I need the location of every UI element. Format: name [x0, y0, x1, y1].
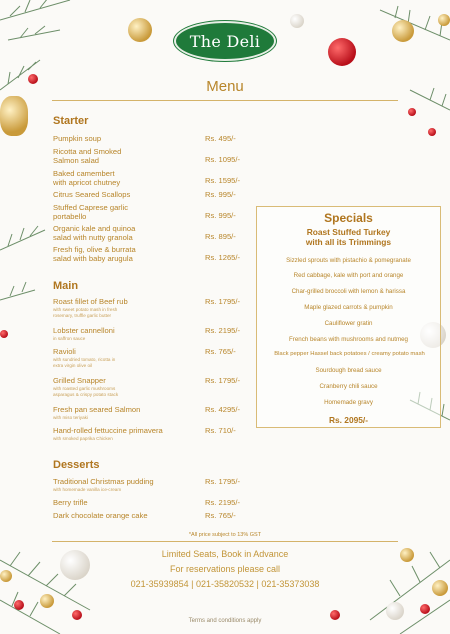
item-name: Baked camembert with apricot chutney	[53, 169, 121, 187]
item-price: Rs. 995/-	[205, 211, 236, 220]
item-name: Lobster cannelloni	[53, 326, 115, 335]
item-name: Berry trifle	[53, 498, 88, 507]
item-name: Citrus Seared Scallops	[53, 190, 131, 199]
section-title-main: Main	[53, 280, 79, 292]
logo-text: The Deli	[189, 31, 261, 51]
item-name: Fresh pan seared Salmon	[53, 405, 141, 414]
item-price: Rs. 1795/-	[205, 477, 241, 486]
specials-price: Rs. 2095/-	[328, 415, 369, 425]
gold-ornament	[438, 14, 450, 26]
item-description: with sundried tomato, ricotta in extra virgin olive oil	[53, 357, 116, 368]
item-price: Rs. 895/-	[205, 232, 236, 241]
gold-ornament	[392, 20, 414, 42]
item-price: Rs. 1095/-	[205, 155, 241, 164]
item-name: Organic kale and quinoa salad with nutty granola	[53, 224, 136, 242]
red-ornament	[14, 600, 24, 610]
red-ornament	[0, 330, 8, 338]
item-name: Ricotta and Smoked Salmon salad	[53, 147, 122, 165]
red-ornament	[328, 38, 356, 66]
item-name: Roast fillet of Beef rub	[53, 297, 128, 306]
terms-note: Terms and conditions apply	[188, 618, 262, 624]
item-description: with miso teriyaki	[53, 415, 88, 420]
specials-item: Char-grilled broccoli with lemon & harissa	[291, 288, 406, 295]
item-price: Rs. 1795/-	[205, 297, 241, 306]
specials-item: Cranberry chili sauce	[319, 383, 378, 390]
item-name: Dark chocolate orange cake	[53, 511, 148, 520]
specials-item: Cauliflower gratin	[324, 320, 373, 327]
booking-note: Limited Seats, Book in Advance	[161, 549, 289, 559]
gold-ornament	[0, 96, 28, 136]
specials-item: Homemade gravy	[324, 399, 373, 406]
item-name: Hand-rolled fettuccine primavera	[53, 426, 163, 435]
brand-logo	[174, 21, 276, 61]
specials-box	[256, 206, 441, 428]
item-price: Rs. 2195/-	[205, 498, 241, 507]
item-name: Ravioli	[53, 347, 76, 356]
item-price: Rs. 765/-	[205, 347, 236, 356]
specials-subtitle: Roast Stuffed Turkey with all its Trimmings	[305, 227, 392, 247]
gold-ornament	[40, 594, 54, 608]
specials-item: Sizzled sprouts with pistachio & pomegranate	[286, 257, 411, 264]
section-title-starter: Starter	[53, 115, 89, 127]
gst-note: *All price subject to 13% GST	[188, 532, 262, 538]
reservation-note: For reservations please call	[169, 564, 281, 574]
item-price: Rs. 710/-	[205, 426, 236, 435]
phone-numbers: 021-35939854 | 021-35820532 | 021-35373038	[130, 579, 320, 589]
item-price: Rs. 1795/-	[205, 376, 241, 385]
item-name: Fresh fig, olive & burrata salad with baby arugula	[53, 245, 136, 263]
item-description: with sweet potato mash in fresh rosemary, truffle garlic butter	[53, 307, 118, 318]
item-price: Rs. 4295/-	[205, 405, 241, 414]
item-name: Traditional Christmas pudding	[53, 477, 154, 486]
section-title-desserts: Desserts	[53, 459, 100, 471]
item-price: Rs. 1265/-	[205, 253, 241, 262]
white-ornament	[290, 14, 304, 28]
item-name: Pumpkin soup	[53, 134, 102, 143]
item-description: with homemade vanilla ice-cream	[53, 487, 122, 492]
red-ornament	[420, 604, 430, 614]
specials-item: Sourdough bread sauce	[315, 367, 382, 374]
divider	[52, 541, 398, 542]
page-title: Menu	[206, 78, 244, 95]
item-price: Rs. 2195/-	[205, 326, 241, 335]
item-description: with smoked paprika Chicken	[53, 436, 113, 441]
gold-ornament	[128, 18, 152, 42]
item-price: Rs. 995/-	[205, 190, 236, 199]
item-name: Stuffed Caprese garlic portabello	[53, 203, 128, 221]
specials-title: Specials	[324, 211, 373, 225]
specials-item: Red cabbage, kale with port and orange	[293, 272, 404, 279]
specials-item: French beans with mushrooms and nutmeg	[289, 336, 408, 343]
item-price: Rs. 495/-	[205, 134, 236, 143]
red-ornament	[408, 108, 416, 116]
item-description: with roasted garlic mushrooms asparagus & crispy potato stack	[53, 386, 119, 397]
specials-item: Black pepper Hassel back potatoes / creamy potato mash	[274, 351, 425, 357]
item-price: Rs. 1595/-	[205, 176, 241, 185]
specials-item: Maple glazed carrots & pumpkin	[304, 304, 393, 311]
red-ornament	[428, 128, 436, 136]
item-name: Grilled Snapper	[53, 376, 106, 385]
item-description: in saffron sauce	[53, 336, 86, 341]
item-price: Rs. 765/-	[205, 511, 236, 520]
divider	[52, 100, 398, 101]
